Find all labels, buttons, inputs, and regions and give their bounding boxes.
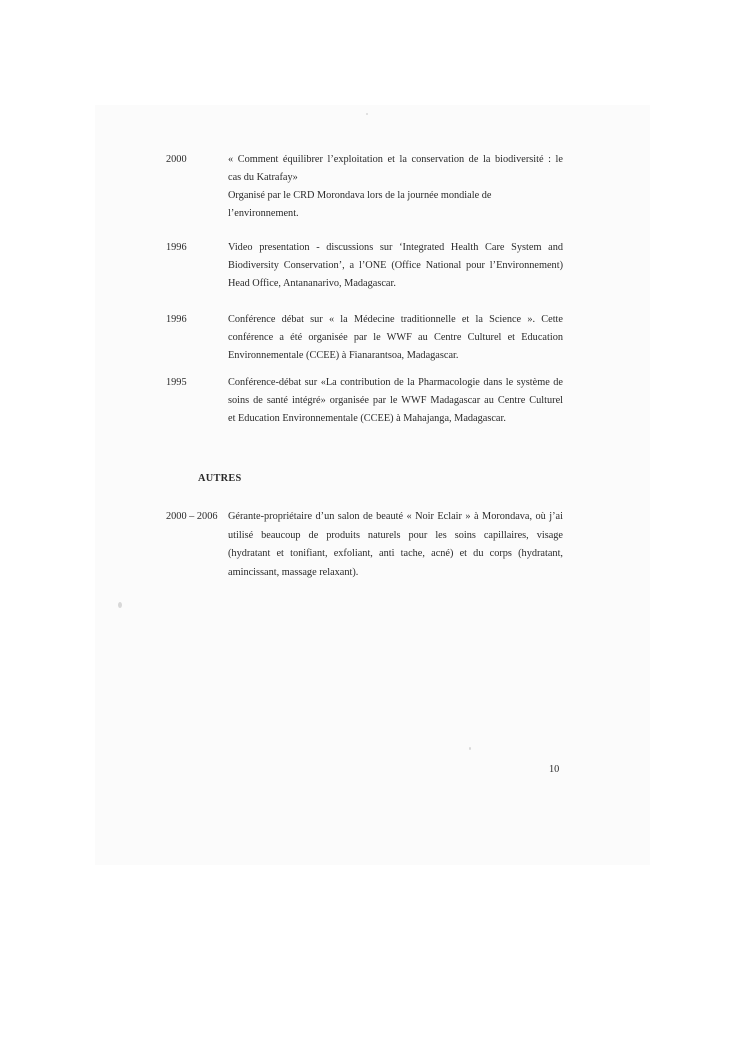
entry-line: Conférence débat sur « la Médecine traditionnelle et la Science ». Cette: [228, 314, 563, 325]
page-number: 10: [549, 764, 560, 775]
entry-line: Environnementale (CCEE) à Fianarantsoa, Madagascar.: [228, 350, 459, 361]
entry-description: [228, 374, 563, 428]
entry-year-range: 2000 – 2006: [166, 511, 218, 522]
scan-speck: [469, 747, 471, 750]
entry-line: l’environnement.: [228, 208, 299, 219]
entry-line: Biodiversity Conservation’, a l’ONE (Office National pour l’Environnement): [228, 260, 563, 271]
entry-line: (hydratant et tonifiant, exfoliant, anti tache, acné) et du corps (hydratant,: [228, 548, 563, 559]
entry-line: et Education Environnementale (CCEE) à Mahajanga, Madagascar.: [228, 413, 506, 424]
entry-year: 2000: [166, 154, 187, 165]
entry-description: [228, 508, 563, 582]
entry-year: 1996: [166, 242, 187, 253]
entry-line: Video presentation - discussions sur ‘Integrated Health Care System and: [228, 242, 563, 253]
section-title-autres: AUTRES: [198, 473, 242, 484]
entry-line: Gérante-propriétaire d’un salon de beauté « Noir Eclair » à Morondava, où j’ai: [228, 511, 563, 522]
entry-year: 1996: [166, 314, 187, 325]
entry-year: 1995: [166, 377, 187, 388]
entry-description: [228, 239, 563, 293]
scan-speck: [118, 602, 122, 608]
entry-line: « Comment équilibrer l’exploitation et la conservation de la biodiversité : le: [228, 154, 563, 165]
entry-line: conférence a été organisée par le WWF au Centre Culturel et Education: [228, 332, 563, 343]
entry-description: [228, 151, 563, 223]
entry-line: utilisé beaucoup de produits naturels pour les soins capillaires, visage: [228, 529, 563, 541]
entry-line: Organisé par le CRD Morondava lors de la journée mondiale de: [228, 190, 492, 201]
entry-line: soins de santé intégré» organisée par le WWF Madagascar au Centre Culturel: [228, 395, 563, 406]
entry-line: amincissant, massage relaxant).: [228, 566, 359, 578]
entry-line: Conférence-débat sur «La contribution de la Pharmacologie dans le système de: [228, 377, 563, 388]
entry-line: Head Office, Antananarivo, Madagascar.: [228, 278, 396, 289]
entry-description: [228, 311, 563, 365]
entry-line: cas du Katrafay»: [228, 172, 298, 183]
scan-speck: [366, 113, 368, 115]
